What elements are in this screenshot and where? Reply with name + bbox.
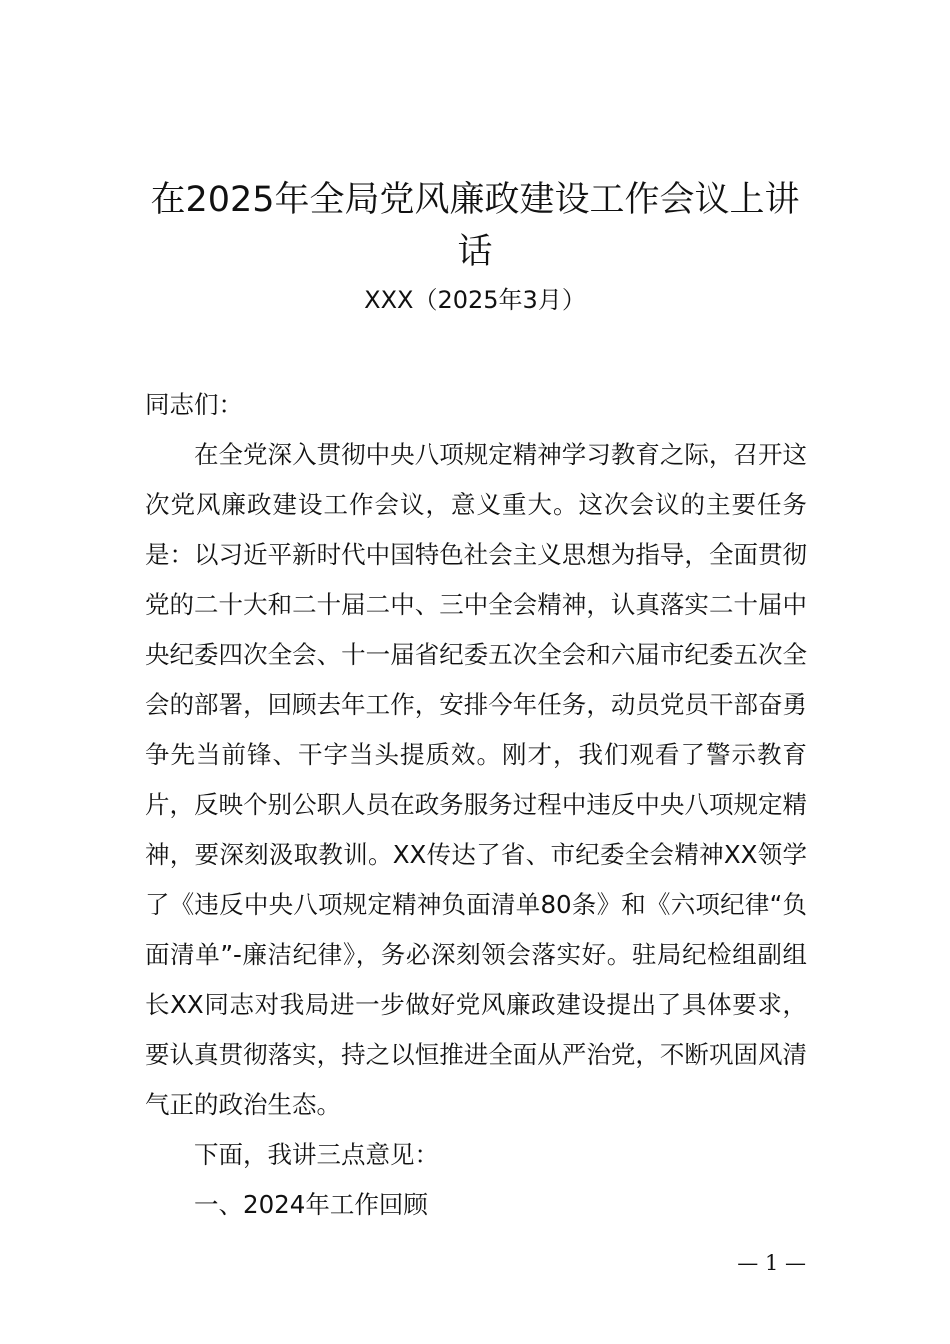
author-date-line: XXX（2025年3月） (364, 286, 586, 314)
document-title: 在2025年全局党风廉政建设工作会议上讲话 (150, 180, 800, 272)
body-paragraph-1: 在全党深入贯彻中央八项规定精神学习教育之际，召开这次党风廉政建设工作会议，意义重大。这次会议的主要任务是：以习近平新时代中国特色社会主义思想为指导，全面贯彻党的二十大和二十届二中、三中全会精神，认真落实二十届中央纪委四次全会、十一届省纪委五次全会和六届市纪委五次全会的部署，回顾去年工作，安排今年任务，动员党员干部奋勇争先当前锋、干字当头提质效。刚才，我们观看了警示教育片，反映个别公职人员在政务服务过程中违反中央八项规定精神，要深刻汲取教训。XX传达了省、市纪委全会精神XX领学了《违反中央八项规定精神负面清单80条》和《六项纪律“负面清单”-廉洁纪律》，务必深刻领会落实好。驻局纪检组副组长XX同志对我局进一步做好党风廉政建设提出了具体要求，要认真贯彻落实，持之以恒推进全面从严治党，不断巩固风清气正的政治生态。 (145, 440, 807, 1119)
section-heading: 一、2024年工作回顾 (194, 1190, 428, 1219)
page-number: — 1 — (737, 1251, 806, 1275)
body-paragraph-2: 下面，我讲三点意见： (194, 1140, 439, 1169)
salutation: 同志们： (145, 390, 243, 419)
document-body (145, 380, 807, 1230)
